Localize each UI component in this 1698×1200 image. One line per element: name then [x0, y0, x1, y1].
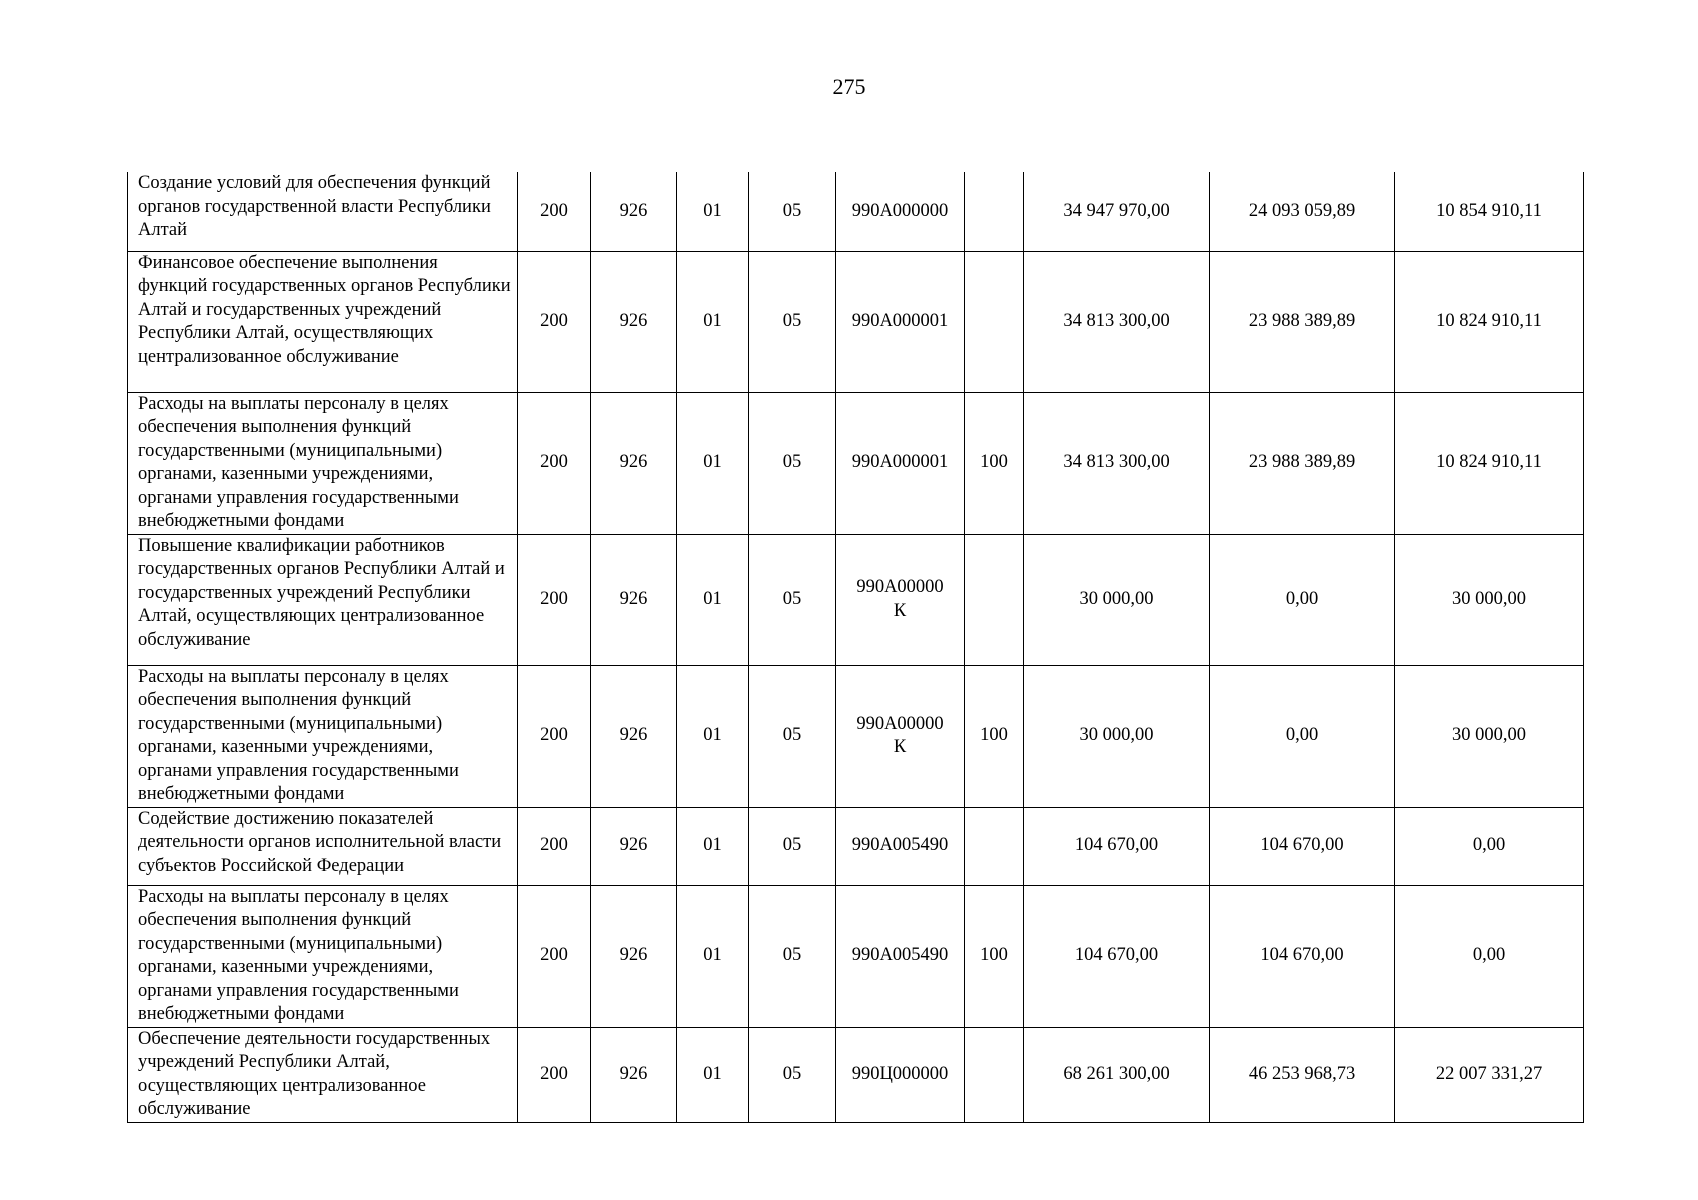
col-executed: 104 670,00 — [1210, 885, 1395, 1027]
col-executed: 0,00 — [1210, 665, 1395, 807]
col-amount: 104 670,00 — [1024, 807, 1210, 885]
col-ministry: 926 — [591, 1027, 677, 1122]
row-name: Расходы на выплаты персоналу в целях обеспечения выполнения функций государственными (муниципальными) органами, казенными учреждениями, органами управления государственными внебюджетными фондами — [128, 885, 518, 1027]
row-name: Создание условий для обеспечения функций органов государственной власти Республики Алтай — [128, 172, 518, 251]
table-row — [128, 172, 1584, 251]
col-expense-type — [965, 251, 1024, 392]
col-admin: 200 — [518, 665, 591, 807]
col-ministry: 926 — [591, 807, 677, 885]
col-section: 01 — [677, 807, 749, 885]
col-amount: 34 947 970,00 — [1024, 172, 1210, 251]
col-expense-type: 100 — [965, 885, 1024, 1027]
col-remainder: 0,00 — [1395, 807, 1584, 885]
col-admin: 200 — [518, 534, 591, 665]
col-ministry: 926 — [591, 665, 677, 807]
col-remainder: 22 007 331,27 — [1395, 1027, 1584, 1122]
page-number: 275 — [832, 74, 866, 99]
col-ministry: 926 — [591, 251, 677, 392]
col-expense-type — [965, 807, 1024, 885]
col-amount: 34 813 300,00 — [1024, 392, 1210, 534]
row-name: Расходы на выплаты персоналу в целях обеспечения выполнения функций государственными (муниципальными) органами, казенными учреждениями, органами управления государственными внебюджетными фондами — [128, 392, 518, 534]
row-name: Повышение квалификации работников государственных органов Республики Алтай и государственных учреждений Республики Алтай, осуществляющих централизованное обслуживание — [128, 534, 518, 665]
col-executed: 23 988 389,89 — [1210, 392, 1395, 534]
table-row — [128, 885, 1584, 1027]
table-row — [128, 534, 1584, 665]
col-subsection: 05 — [749, 807, 836, 885]
col-section: 01 — [677, 392, 749, 534]
col-executed: 0,00 — [1210, 534, 1395, 665]
col-remainder: 0,00 — [1395, 885, 1584, 1027]
table-body — [128, 172, 1584, 1122]
col-subsection: 05 — [749, 251, 836, 392]
col-subsection: 05 — [749, 172, 836, 251]
col-target-code: 990А00000 К — [836, 534, 965, 665]
row-name: Обеспечение деятельности государственных учреждений Республики Алтай, осуществляющих централизованное обслуживание — [128, 1027, 518, 1122]
col-target-code: 990А000000 — [836, 172, 965, 251]
col-remainder: 30 000,00 — [1395, 534, 1584, 665]
col-target-code: 990А000001 — [836, 392, 965, 534]
col-amount: 104 670,00 — [1024, 885, 1210, 1027]
col-executed: 23 988 389,89 — [1210, 251, 1395, 392]
col-target-code: 990А00000 К — [836, 665, 965, 807]
row-name: Финансовое обеспечение выполнения функций государственных органов Республики Алтай и государственных учреждений Республики Алтай, осуществляющих централизованное обслуживание — [128, 251, 518, 392]
col-amount: 30 000,00 — [1024, 534, 1210, 665]
table-row — [128, 665, 1584, 807]
table-row — [128, 251, 1584, 392]
row-name: Расходы на выплаты персоналу в целях обеспечения выполнения функций государственными (муниципальными) органами, казенными учреждениями, органами управления государственными внебюджетными фондами — [128, 665, 518, 807]
table-row — [128, 392, 1584, 534]
col-remainder: 10 824 910,11 — [1395, 392, 1584, 534]
col-amount: 34 813 300,00 — [1024, 251, 1210, 392]
col-admin: 200 — [518, 251, 591, 392]
col-executed: 24 093 059,89 — [1210, 172, 1395, 251]
col-admin: 200 — [518, 885, 591, 1027]
col-section: 01 — [677, 172, 749, 251]
col-ministry: 926 — [591, 172, 677, 251]
col-section: 01 — [677, 1027, 749, 1122]
col-amount: 30 000,00 — [1024, 665, 1210, 807]
col-remainder: 10 854 910,11 — [1395, 172, 1584, 251]
col-target-code: 990А005490 — [836, 807, 965, 885]
col-section: 01 — [677, 665, 749, 807]
col-executed: 46 253 968,73 — [1210, 1027, 1395, 1122]
col-subsection: 05 — [749, 392, 836, 534]
col-subsection: 05 — [749, 534, 836, 665]
col-subsection: 05 — [749, 1027, 836, 1122]
col-target-code: 990А005490 — [836, 885, 965, 1027]
table-row — [128, 1027, 1584, 1122]
col-subsection: 05 — [749, 665, 836, 807]
col-target-code: 990А000001 — [836, 251, 965, 392]
col-expense-type — [965, 1027, 1024, 1122]
table-row — [128, 807, 1584, 885]
col-admin: 200 — [518, 392, 591, 534]
col-expense-type — [965, 172, 1024, 251]
col-expense-type: 100 — [965, 665, 1024, 807]
budget-table — [127, 172, 1584, 1123]
col-expense-type — [965, 534, 1024, 665]
col-amount: 68 261 300,00 — [1024, 1027, 1210, 1122]
col-target-code: 990Ц000000 — [836, 1027, 965, 1122]
col-expense-type: 100 — [965, 392, 1024, 534]
col-admin: 200 — [518, 807, 591, 885]
col-subsection: 05 — [749, 885, 836, 1027]
col-admin: 200 — [518, 1027, 591, 1122]
col-section: 01 — [677, 885, 749, 1027]
col-remainder: 30 000,00 — [1395, 665, 1584, 807]
col-executed: 104 670,00 — [1210, 807, 1395, 885]
col-remainder: 10 824 910,11 — [1395, 251, 1584, 392]
col-section: 01 — [677, 251, 749, 392]
col-ministry: 926 — [591, 534, 677, 665]
col-ministry: 926 — [591, 885, 677, 1027]
col-section: 01 — [677, 534, 749, 665]
row-name: Содействие достижению показателей деятельности органов исполнительной власти субъектов Российской Федерации — [128, 807, 518, 885]
col-ministry: 926 — [591, 392, 677, 534]
col-admin: 200 — [518, 172, 591, 251]
